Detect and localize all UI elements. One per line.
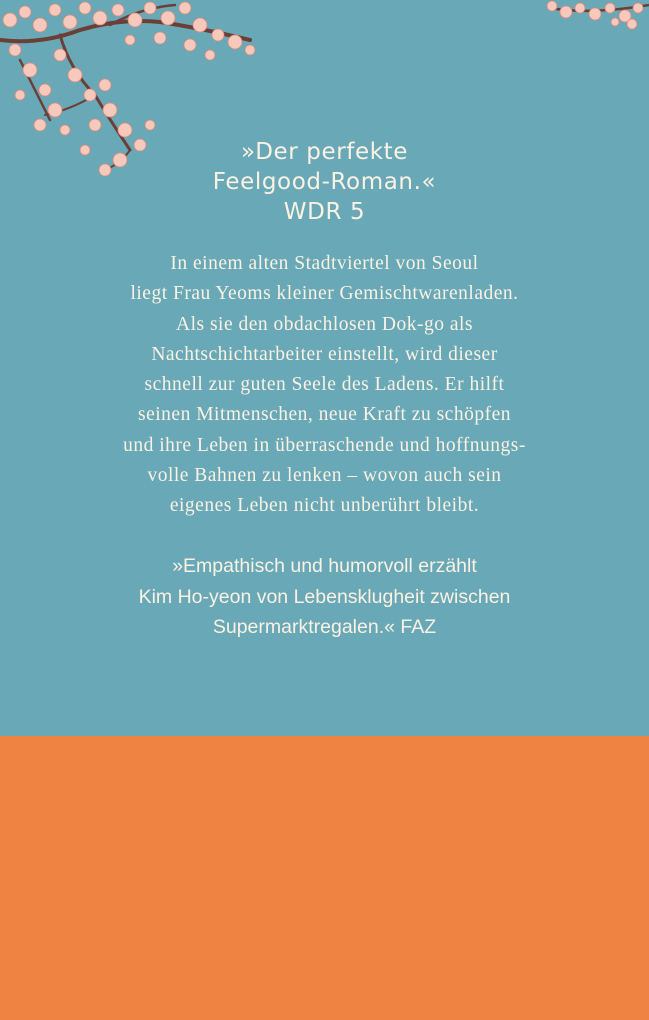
description-line: eigenes Leben nicht unberührt bleibt. [169, 495, 480, 517]
bottom-panel [0, 736, 649, 1020]
description-line: volle Bahnen zu lenken – wovon auch sein [147, 465, 502, 487]
press-quote-bottom-line: Supermarktregalen.« FAZ [212, 616, 437, 638]
press-quote-top [0, 137, 649, 227]
press-quote-bottom-line: »Empathisch und humorvoll erzählt [172, 555, 477, 577]
press-quote-bottom [0, 551, 649, 643]
description-line: In einem alten Stadtviertel von Seoul [170, 253, 479, 274]
description-line: Als sie den obdachlosen Dok-go als [176, 313, 473, 335]
press-quote-top-source: WDR 5 [283, 199, 366, 225]
cherry-blossom-corner-illustration [540, 0, 649, 32]
book-description [0, 249, 649, 522]
description-line: schnell zur guten Seele des Ladens. Er hilft [144, 374, 505, 396]
description-line: und ihre Leben in überraschende und hoffnungs- [123, 434, 526, 456]
description-line: Nachtschichtarbeiter einstellt, wird dieser [151, 343, 498, 365]
press-quote-bottom-line: Kim Ho-yeon von Lebensklugheit zwischen [138, 585, 511, 608]
press-quote-top-line: Feelgood-Roman.« [212, 169, 437, 195]
press-quote-top-line: »Der perfekte [240, 139, 409, 165]
description-line: seinen Mitmenschen, neue Kraft zu schöpfen [138, 404, 511, 426]
description-line: liegt Frau Yeoms kleiner Gemischtwarenladen. [130, 283, 519, 305]
